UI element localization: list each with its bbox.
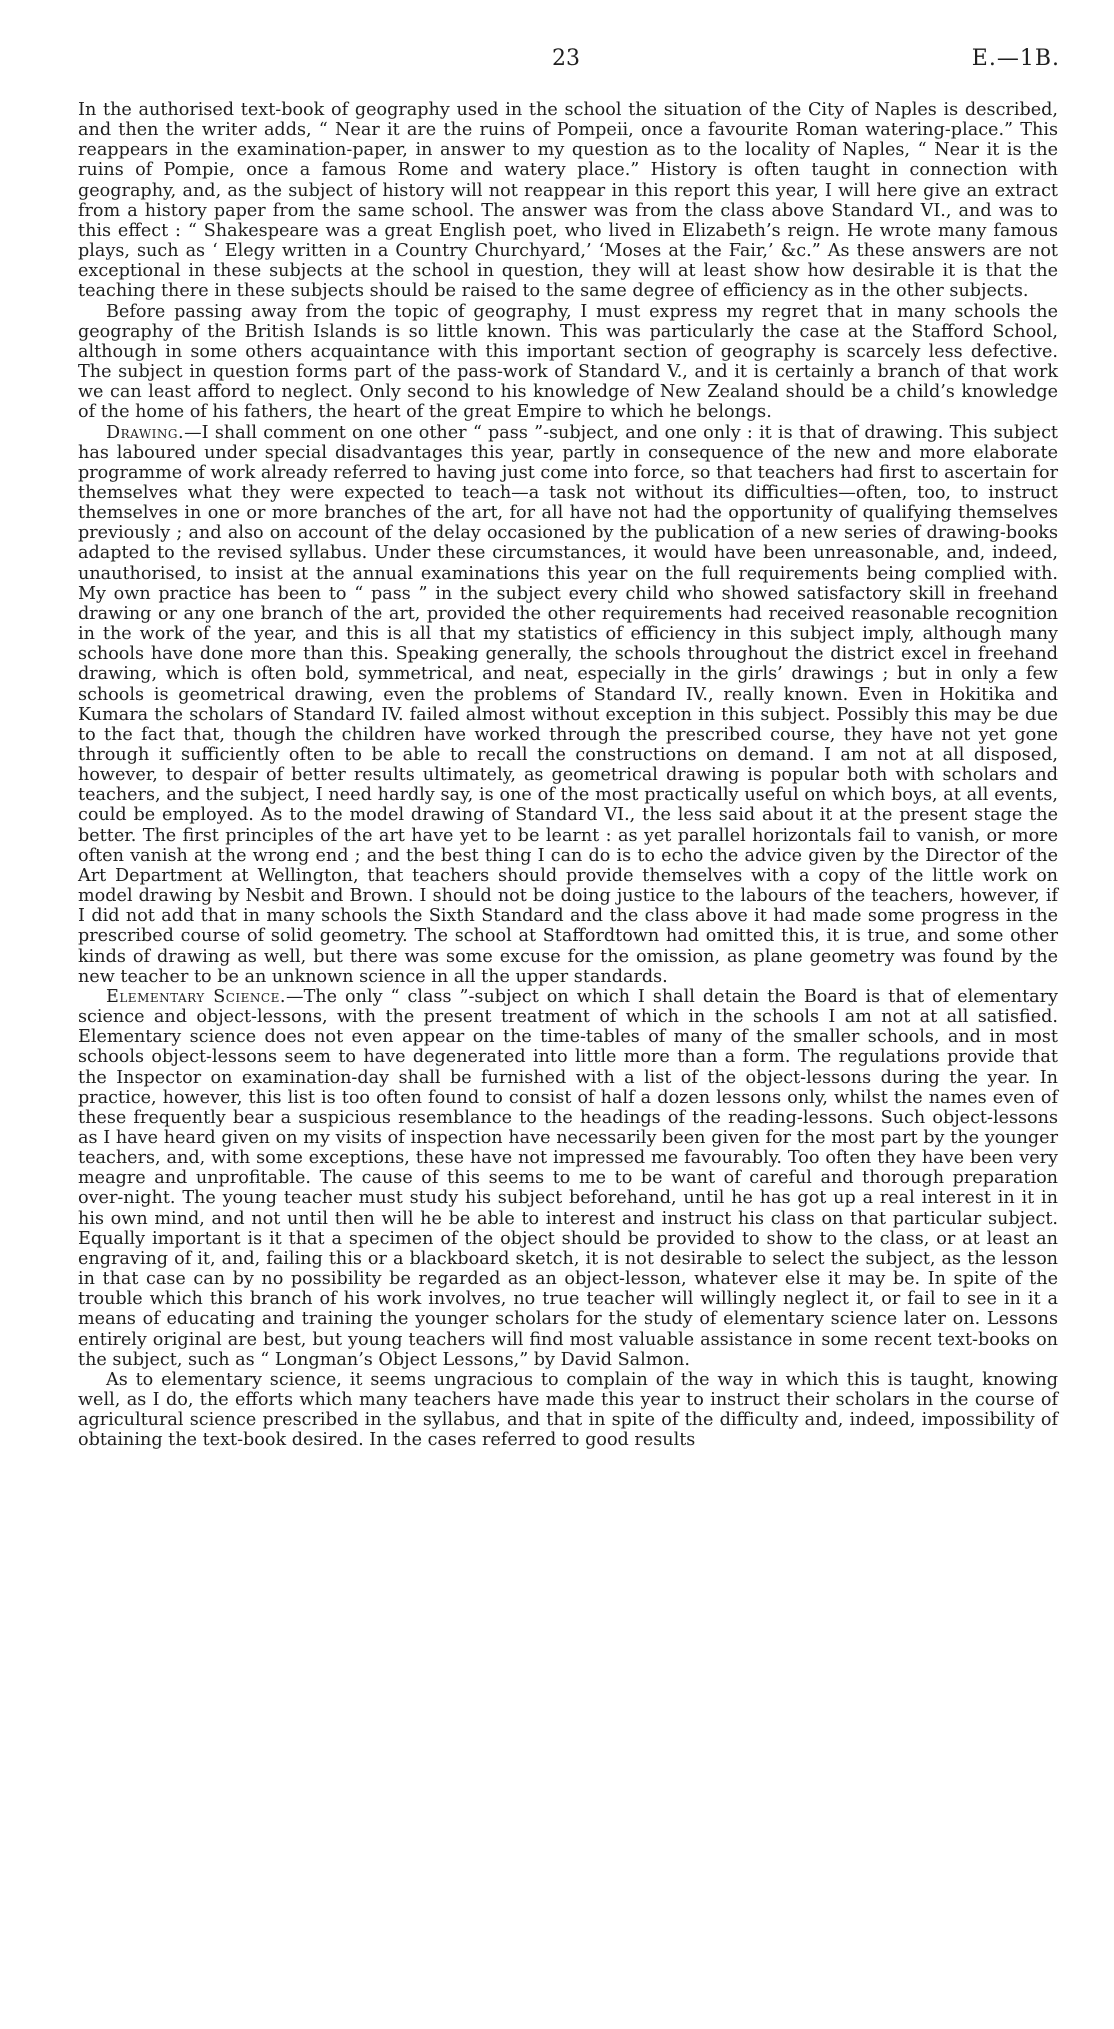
document-reference: E.—1B. — [971, 46, 1060, 71]
page-header — [0, 46, 1114, 86]
paragraph-agricultural-science — [78, 1370, 1058, 1451]
paragraph-naples — [78, 100, 1058, 302]
page-number: 23 — [552, 46, 580, 71]
section-heading-drawing: Drawing. — [106, 422, 185, 443]
paragraph-text: —I shall comment on one other “ pass ”-subject, and one only : it is that of drawing. This subject has laboured under special disadvantages this year, partly in consequence of the new and more elaborate programme of work already referred to having just come into force, so that teachers had first to ascertain for themselves what they were expected to teach—a task not without its difficulties—often, too, to instruct themselves in one or more branches of the art, for all have not had the opportunity of qualifying themselves previously ; and also on account of the delay occasioned by the publication of a new series of drawing-books adapted to the revised syllabus. Under these circumstances, it would have been unreasonable, and, indeed, unauthorised, to insist at the annual examinations this year on the full requirements being complied with. My own practice has been to “ pass ” in the subject every child who showed satisfactory skill in freehand drawing or any one branch of the art, provided the other requirements had received reasonable recognition in the work of the year, and this is all that my statistics of efficiency in this subject imply, although many schools have done more than this. Speaking generally, the schools throughout the district excel in freehand drawing, which is often bold, symmetrical, and neat, especially in the girls’ drawings ; but in only a few schools is geometrical drawing, even the problems of Standard IV., really known. Even in Hokitika and Kumara the scholars of Standard IV. failed almost without exception in this subject. Possibly this may be due to the fact that, though the children have worked through the prescribed course, they have not yet gone through it sufficiently often to be able to recall the constructions on demand. I am not at all disposed, however, to despair of better results ultimately, as geometrical drawing is popular both with scholars and teachers, and the subject, I need hardly say, is one of the most practically useful on which boys, at all events, could be employed. As to the model drawing of Standard VI., the less said about it at the present stage the better. The first principles of the art have yet to be learnt : as yet parallel horizontals fail to vanish, or more often vanish at the wrong end ; and the best thing I can do is to echo the advice given by the Director of the Art Department at Wellington, that teachers should provide themselves with a copy of the little work on model drawing by Nesbit and Brown. I should not be doing justice to the labours of the teachers, however, if I did not add that in many schools the Sixth Standard and the class above it had made some progress in the prescribed course of solid geometry. The school at Staffordtown had omitted this, it is true, and some other kinds of drawing as well, but there was some excuse for the omission, as plane geometry was found by the new teacher to be an unknown science in all the upper standards. — [78, 422, 1058, 987]
paragraph-text: In the authorised text-book of geography used in the school the situation of the City of Naples is described, and then the writer adds, “ Near it are the ruins of Pompeii, once a favourite Roman watering-place.” This reappears in the examination-paper, in answer to my question as to the locality of Naples, “ Near it is the ruins of Pompie, once a famous Rome and watery place.” History is often taught in connection with geography, and, as the subject of history will not reappear in this report this year, I will here give an extract from a history paper from the same school. The answer was from the class above Standard VI., and was to this effect : “ Shakespeare was a great English poet, who lived in Elizabeth’s reign. He wrote many famous plays, such as ‘ Elegy written in a Country Churchyard,’ ‘Moses at the Fair,’ &c.” As these answers are not exceptional in these subjects at the school in question, they will at least show how desirable it is that the teaching there in these subjects should be raised to the same degree of efficiency as in the other subjects. — [78, 100, 1058, 302]
paragraph-british-islands — [78, 302, 1058, 423]
paragraph-drawing — [78, 423, 1058, 987]
body-text — [78, 100, 1058, 1450]
paragraph-text: —The only “ class ”-subject on which I shall detain the Board is that of elementary science and object-lessons, with the present treatment of which in the schools I am not at all satisfied. Elementary science does not even appear on the time-tables of many of the smaller schools, and in most schools object-lessons seem to have degenerated into little more than a form. The regulations provide that the Inspector on examination-day shall be furnished with a list of the object-lessons during the year. In practice, however, this list is too often found to consist of half a dozen lessons only, whilst the names even of these frequently bear a suspicious resemblance to the headings of the reading-lessons. Such object-lessons as I have heard given on my visits of inspection have necessarily been given for the most part by the younger teachers, and, with some exceptions, these have not impressed me favourably. Too often they have been very meagre and unprofitable. The cause of this seems to me to be want of careful and thorough preparation over-night. The young teacher must study his subject beforehand, until he has got up a real interest in it in his own mind, and not until then will he be able to interest and instruct his class on that particular subject. Equally important is it that a specimen of the object should be provided to show to the class, or at least an engraving of it, and, failing this or a blackboard sketch, it is not desirable to select the subject, as the lesson in that case can by no possibility be regarded as an object-lesson, whatever else it may be. In spite of the trouble which this branch of his work involves, no true teacher will willingly neglect it, or fail to see in it a means of educating and training the younger scholars for the study of elementary science later on. Lessons entirely original are best, but young teachers will find most valuable assistance in some recent text-books on the subject, such as “ Longman’s Object Lessons,” by David Salmon. — [78, 986, 1058, 1370]
paragraph-text: Before passing away from the topic of geography, I must express my regret that in many schools the geography of the British Islands is so little known. This was particularly the case at the Stafford School, although in some others acquaintance with this important section of geography is scarcely less defective. The subject in question forms part of the pass-work of Standard V., and it is certainly a branch of that work we can least afford to neglect. Only second to his knowledge of New Zealand should be a child’s knowledge of the home of his fathers, the heart of the great Empire to which he belongs. — [78, 301, 1058, 423]
section-heading-elementary-science: Elementary Science. — [106, 986, 286, 1007]
paragraph-text: As to elementary science, it seems ungracious to complain of the way in which this is taught, knowing well, as I do, the efforts which many teachers have made this year to instruct their scholars in the course of agricultural science prescribed in the syllabus, and that in spite of the difficulty and, indeed, impossibility of obtaining the text-book desired. In the cases referred to good results — [78, 1369, 1058, 1451]
paragraph-elementary-science — [78, 987, 1058, 1370]
